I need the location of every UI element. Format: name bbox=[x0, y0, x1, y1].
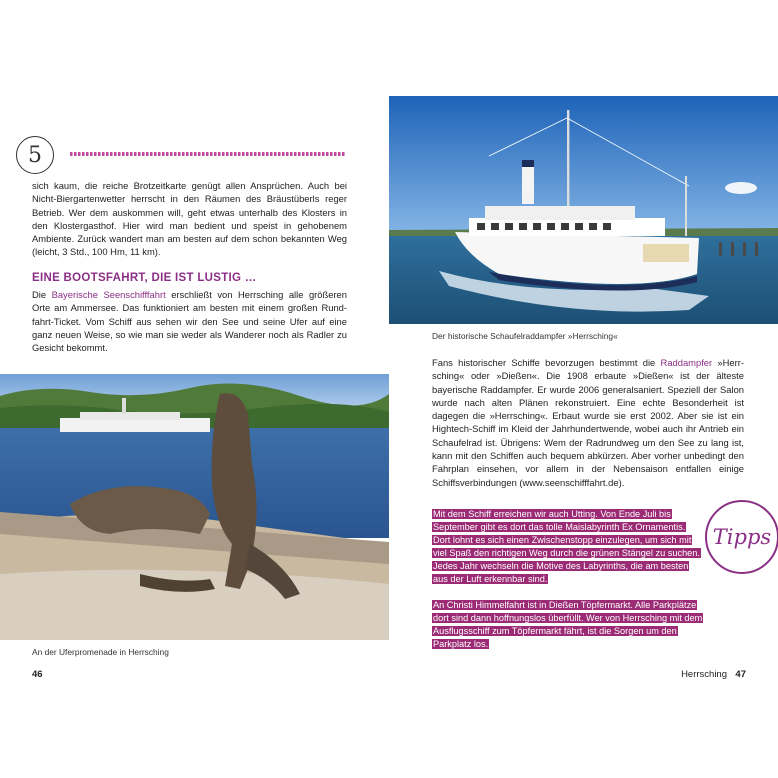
left-paragraph-2-post: erschließt von Herrsching alle größeren Orte am Ammersee. Das funktioniert am besten mit einem großen Rundfahrt-Ticket. Vom Schiff aus sehen wir den See und seine Ufer auf eine ganz neuen Weise, so wie man sie weder als Wanderer noch als Radler zu Gesicht bekommt. bbox=[32, 289, 347, 354]
tip-paragraph-1 bbox=[432, 508, 704, 587]
tip-2-text: An Christi Himmelfahrt ist in Dießen Töpfermarkt. Alle Parkplätze dort sind dann hoffnungslos überfüllt. Wer von Herrsching mit dem Ausflugsschiff zum Töpfermarkt fährt, ist die Sorgen um den Parkplatz los. bbox=[433, 599, 703, 649]
left-photo-caption: An der Uferpromenade in Herrsching bbox=[32, 647, 169, 657]
left-paragraph-1: sich kaum, die reiche Brotzeitkarte genügt allen Ansprüchen. Auch bei Nicht-Biergartenwetter herrscht in den Räumen des Bräustüberls reger Betrieb. Wer dem auskommen will, geht etwas unterhalb des Klosters in den Klostergasthof. Hier wird man bedient und speist in gehobenem Ambiente. Zurück wandert man am besten auf dem schon bekannten Weg (leicht, 3 Std., 100 Hm, 11 km). bbox=[32, 180, 347, 258]
mermaid-statue-photo bbox=[0, 374, 389, 640]
left-paragraph-2 bbox=[32, 288, 347, 354]
right-paragraph bbox=[432, 356, 744, 489]
tip-paragraph-2 bbox=[432, 599, 704, 651]
chapter-number-badge bbox=[16, 136, 54, 174]
tips-label: Tipps bbox=[712, 525, 772, 549]
chapter-number: 5 bbox=[28, 142, 42, 168]
left-paragraph-2-pre: Die bbox=[32, 289, 52, 300]
right-paragraph-post: »Herrsching« oder »Dießen«. Die 1908 erbaute »Dießen« ist der älteste bayerische Raddampfer. Er wurde 2006 generalsaniert. Speziell der Salon wurde nach alten Plänen rekonstruiert. Eine echte Besonderheit ist dagegen die »Herrsching«. Erbaut wurde sie erst 2002. Aber sie ist ein Hightech-Schiff im Kleid der Jahrhundertwende, wobei auch ihr Antrieb ein Schaufelrad ist. Übrigens: Wem der Radrundweg um den See zu lang ist, kann mit den Schiffen auch bequem abkürzen. Aber vorher unbedingt den Fahrplan einsehen, vor allem in der Nebensaison entfallen einige Schiffsverbindungen (www.seenschifffahrt.de). bbox=[432, 357, 744, 488]
tips-box bbox=[432, 508, 704, 663]
chapter-divider bbox=[70, 152, 346, 156]
right-photo-caption: Der historische Schaufelraddampfer »Herrsching« bbox=[432, 331, 618, 341]
seenschifffahrt-link[interactable]: Bayerische Seenschifffahrt bbox=[51, 289, 166, 300]
paddle-steamer-photo bbox=[389, 96, 778, 324]
tip-1-text: Mit dem Schiff erreichen wir auch Utting. Von Ende Juli bis September gibt es dort das tolle Maislabyrinth Ex Ornamentis. Dort lohnt es sich einen Zwischenstopp einzulegen, um sich mit viel Spaß den richtigen Weg durch die grünen Stängel zu suchen. Jedes Jahr wechseln die Motive des Labyrinths, die am besten aus der Luft erkennbar sind. bbox=[433, 509, 700, 585]
running-footer-title: Herrsching bbox=[681, 669, 727, 680]
page-number-right: 47 bbox=[735, 669, 746, 680]
page-number-left: 46 bbox=[32, 669, 43, 680]
section-heading: EINE BOOTSFAHRT, DIE IST LUSTIG … bbox=[32, 272, 257, 284]
right-paragraph-pre: Fans historischer Schiffe bevorzugen bestimmt die bbox=[432, 357, 661, 368]
right-page bbox=[389, 0, 778, 778]
tips-badge bbox=[705, 500, 778, 574]
raddampfer-link[interactable]: Raddampfer bbox=[660, 357, 713, 368]
